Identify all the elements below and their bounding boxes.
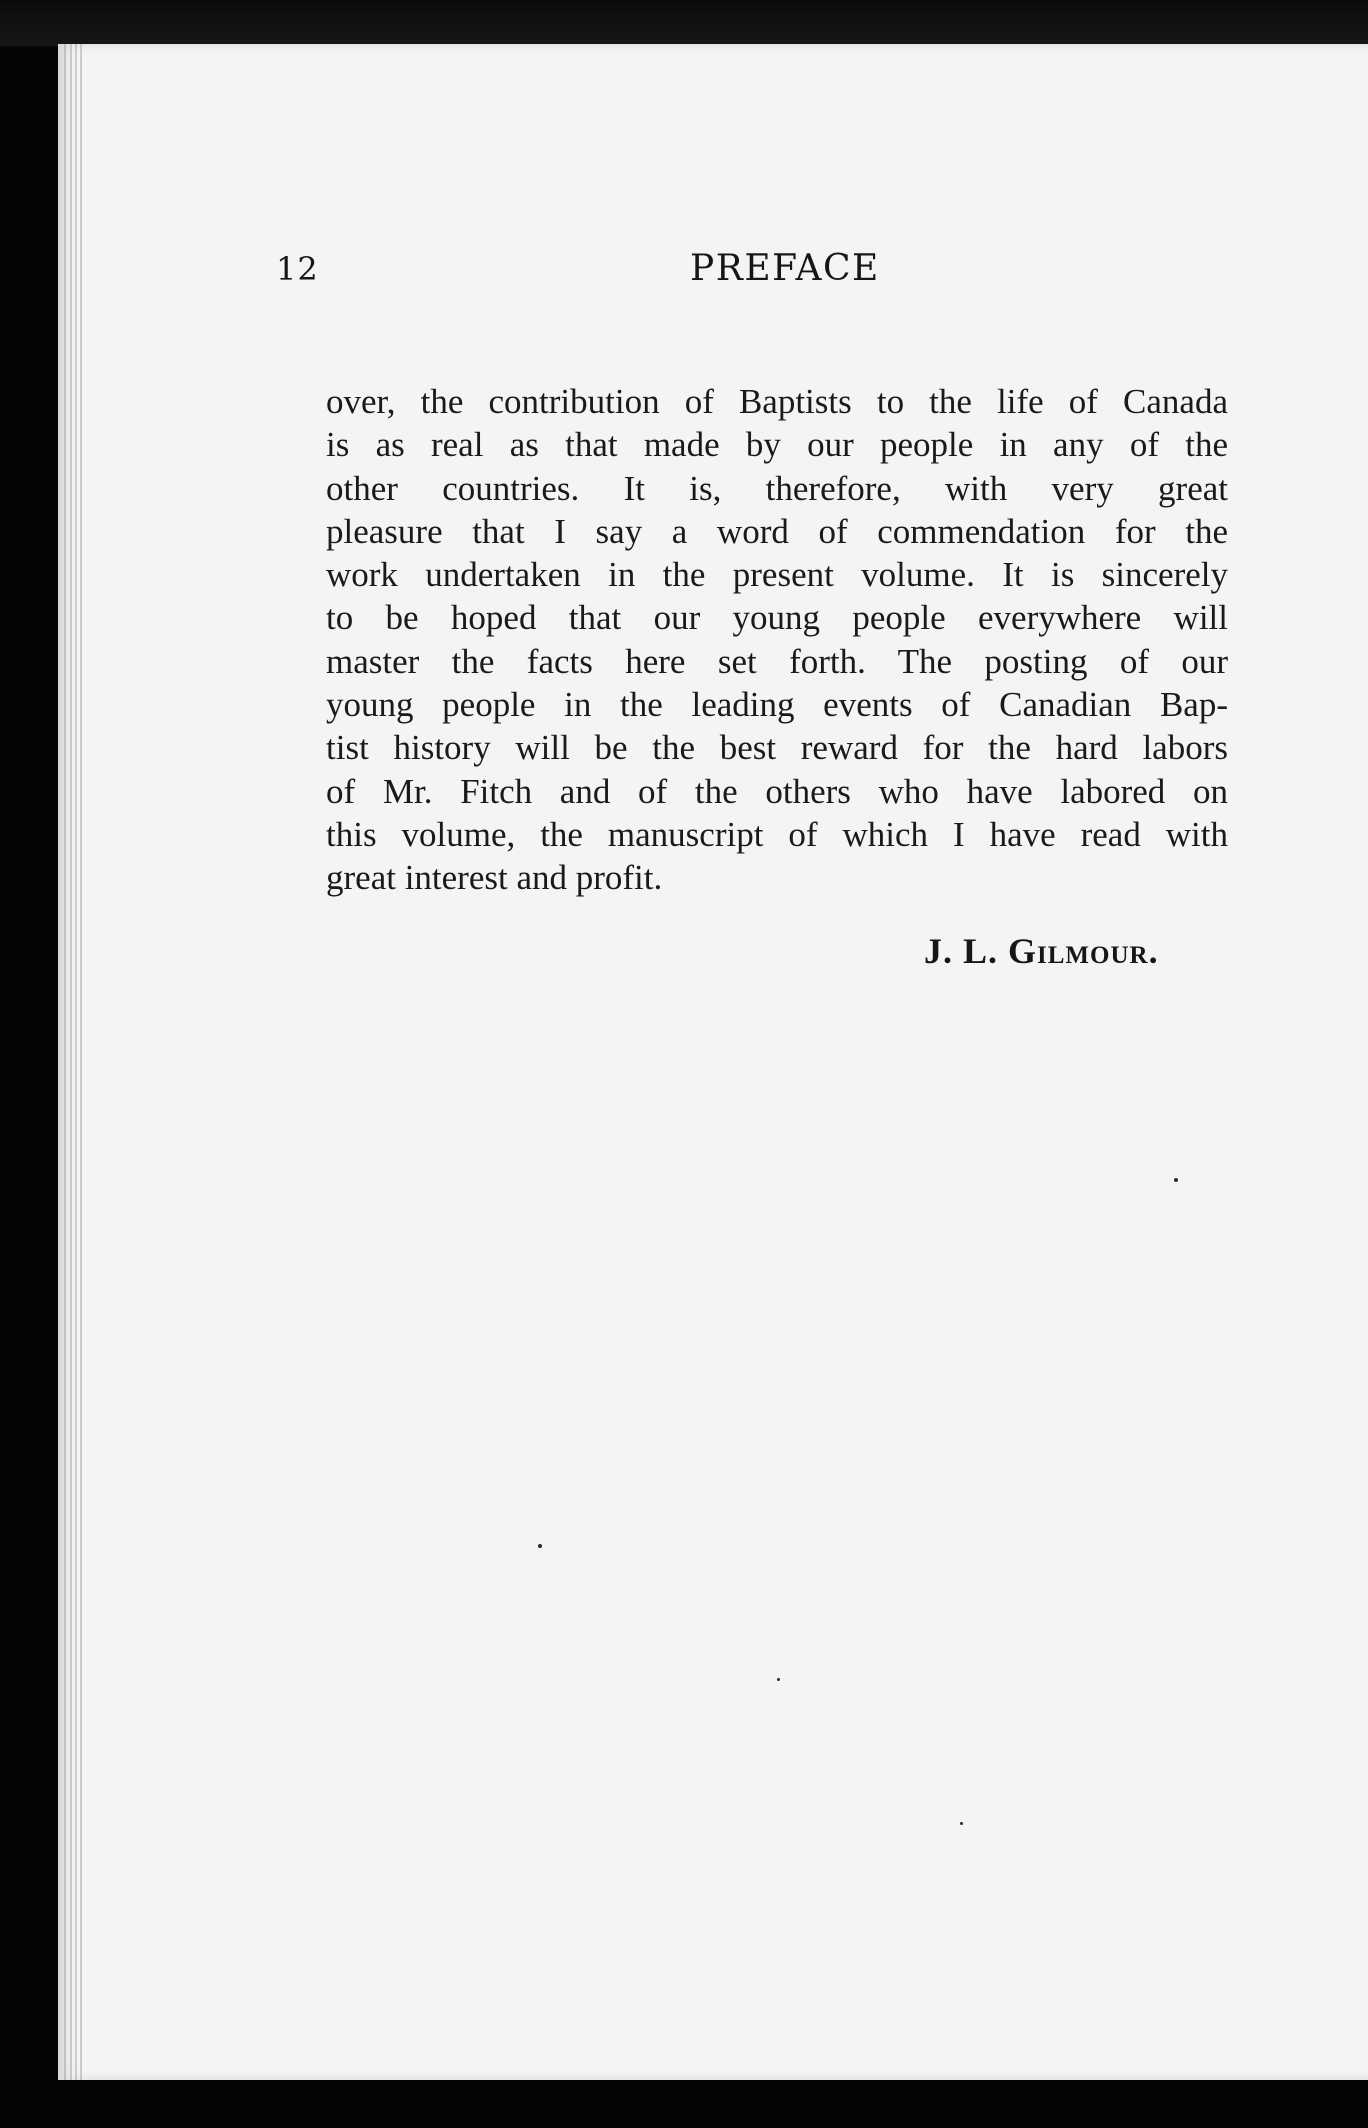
print-speck	[1174, 1178, 1178, 1182]
text-line: over, the contribution of Baptists to the life of Canada	[326, 382, 1228, 421]
print-speck	[777, 1678, 780, 1681]
text-line: young people in the leading events of Canadian Bap-	[326, 685, 1228, 725]
text-line: to be hoped that our young people everywhere will	[326, 598, 1228, 638]
page-edge-line	[80, 44, 82, 2080]
preface-text	[326, 380, 1228, 900]
text-line: pleasure that I say a word of commendation for the	[326, 511, 1228, 551]
signature: J. L. Gilmour.	[924, 931, 1159, 971]
page-header	[276, 248, 1226, 308]
text-line: this volume, the manuscript of which I have read with	[326, 814, 1228, 854]
page-edge-line	[70, 44, 72, 2080]
page-edge-line	[75, 44, 77, 2080]
scan-border-top	[0, 0, 1368, 46]
text-line: other countries. It is, therefore, with very great	[326, 468, 1228, 508]
text-line: master the facts here set forth. The posting of our	[326, 641, 1228, 681]
running-head: PREFACE	[690, 248, 880, 289]
print-speck	[960, 1822, 963, 1825]
book-page	[58, 44, 1368, 2080]
text-line: is as real as that made by our people in any of the	[326, 425, 1228, 465]
text-line: great interest and profit.	[326, 858, 663, 898]
print-speck	[538, 1544, 542, 1548]
text-line: work undertaken in the present volume. It is sincerely	[326, 555, 1228, 595]
text-line: tist history will be the best reward for the hard labors	[326, 728, 1228, 768]
page-edge-line	[64, 44, 66, 2080]
text-line: of Mr. Fitch and of the others who have labored on	[326, 771, 1228, 811]
page-number: 12	[276, 250, 319, 288]
